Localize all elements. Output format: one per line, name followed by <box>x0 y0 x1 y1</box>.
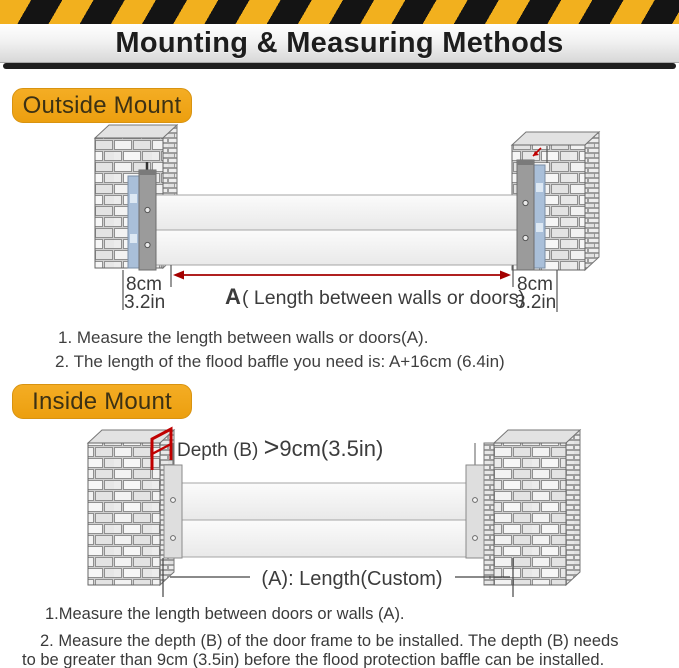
right-wall-pillar <box>484 430 580 585</box>
offset-left-inch: 3.2in <box>124 292 166 313</box>
inside-mount-badge-label: Inside Mount <box>32 387 172 415</box>
page-title: Mounting & Measuring Methods <box>115 26 564 59</box>
left-mounting-bracket <box>128 162 156 270</box>
inside-mount-badge <box>12 384 192 419</box>
offset-right-cm: 8cm <box>517 274 553 295</box>
inside-mount-diagram <box>0 425 679 600</box>
span-arrow <box>173 271 511 280</box>
span-label-text: ( Length between walls or doors) <box>242 287 525 309</box>
offset-right-inch: 3.2in <box>515 292 557 313</box>
outside-mount-diagram <box>0 118 679 316</box>
flood-barrier <box>156 195 517 265</box>
length-label: (A): Length(Custom) <box>261 568 443 590</box>
right-mounting-plate <box>466 443 484 558</box>
left-wall-pillar <box>88 430 174 585</box>
outside-step-2: 2. The length of the flood baffle you need is: A+16cm (6.4in) <box>55 352 505 371</box>
outside-step-1: 1. Measure the length between walls or doors(A). <box>58 328 429 347</box>
flood-barrier <box>180 483 468 557</box>
outside-mount-badge-label: Outside Mount <box>22 91 182 119</box>
inside-step-1: 1.Measure the length between doors or walls (A). <box>45 605 405 623</box>
offset-left-cm: 8cm <box>126 274 162 295</box>
span-label-a: A <box>225 284 241 309</box>
depth-label: Depth (B) >9cm(3.5in) <box>177 432 384 462</box>
inside-step-2-cont: to be greater than 9cm (3.5in) before the flood protection baffle can be installed. <box>22 651 605 668</box>
header-title-bar <box>0 24 679 63</box>
inside-step-2: 2. Measure the depth (B) of the door frame to be installed. The depth (B) needs <box>40 632 619 650</box>
header-divider <box>3 63 676 69</box>
right-mounting-bracket <box>517 146 547 270</box>
hazard-stripe-band <box>0 0 679 24</box>
